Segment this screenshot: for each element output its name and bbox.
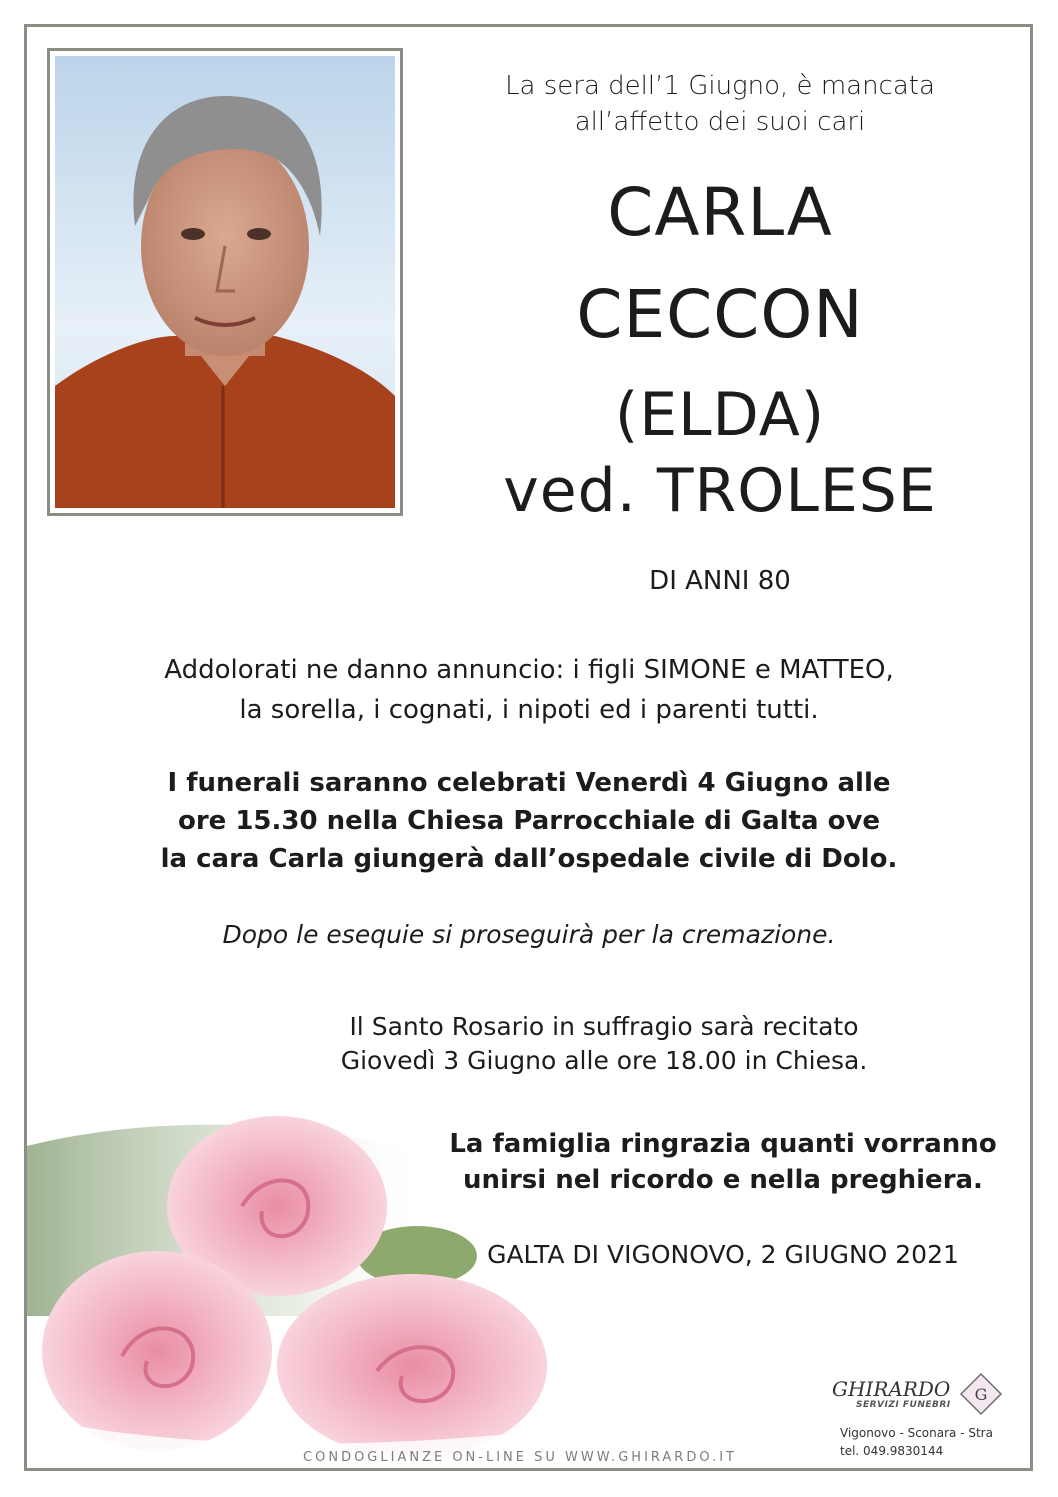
rosary-info	[300, 1010, 908, 1078]
widow-of: ved. TROLESE	[503, 456, 937, 526]
portrait-image	[55, 56, 395, 508]
agency-name: GHIRARDO	[832, 1377, 951, 1401]
pink-roses-image	[27, 1116, 587, 1456]
funeral-line-1: I funerali saranno celebrati Venerdì 4 Giugno alle	[167, 768, 891, 798]
rosary-line-2: Giovedì 3 Giugno alle ore 18.00 in Chiesa.	[340, 1046, 868, 1075]
agency-brand	[832, 1378, 951, 1410]
thanks-line-2: unirsi nel ricordo e nella preghiera.	[463, 1165, 983, 1195]
alias-name: (ELDA)	[614, 380, 826, 450]
announcement	[60, 650, 998, 730]
funeral-line-2: ore 15.30 nella Chiesa Parrocchiale di Galta ove	[177, 806, 881, 836]
portrait-photo	[47, 48, 403, 516]
agency-locations: Vigonovo - Sconara - Stra	[840, 1426, 993, 1440]
agency-logo	[832, 1372, 1028, 1460]
funeral-info	[60, 764, 998, 878]
intro-line-2: all’affetto dei suoi cari	[574, 107, 866, 137]
thanks-line-1: La famiglia ringrazia quanti vorranno	[449, 1129, 997, 1159]
condolences-website: CONDOGLIANZE ON-LINE SU WWW.GHIRARDO.IT	[303, 1450, 737, 1465]
logo-mark: G	[974, 1385, 988, 1404]
announcement-line-2: la sorella, i cognati, i nipoti ed i parenti tutti.	[239, 695, 819, 725]
agency-subtitle: SERVIZI FUNEBRI	[856, 1400, 951, 1410]
age: DI ANNI 80	[649, 566, 791, 596]
intro-text	[440, 68, 1000, 140]
diamond-logo-icon	[959, 1372, 1003, 1416]
place-date: GALTA DI VIGONOVO, 2 GIUGNO 2021	[487, 1240, 959, 1269]
last-name: CECCON	[576, 276, 864, 353]
agency-phone: tel. 049.9830144	[840, 1444, 944, 1458]
intro-line-1: La sera dell’1 Giugno, è mancata	[505, 71, 935, 101]
agency-locations-block	[832, 1424, 1028, 1460]
agency-logo-top	[832, 1372, 1028, 1416]
funeral-line-3: la cara Carla giungerà dall’ospedale civile di Dolo.	[160, 844, 898, 874]
roses-illustration	[27, 1116, 587, 1456]
cremation-note: Dopo le esequie si proseguirà per la cremazione.	[222, 920, 836, 949]
rosary-line-1: Il Santo Rosario in suffragio sarà recitato	[349, 1012, 859, 1041]
first-name: CARLA	[607, 174, 833, 251]
announcement-line-1: Addolorati ne danno annuncio: i figli SIMONE e MATTEO,	[164, 655, 894, 685]
